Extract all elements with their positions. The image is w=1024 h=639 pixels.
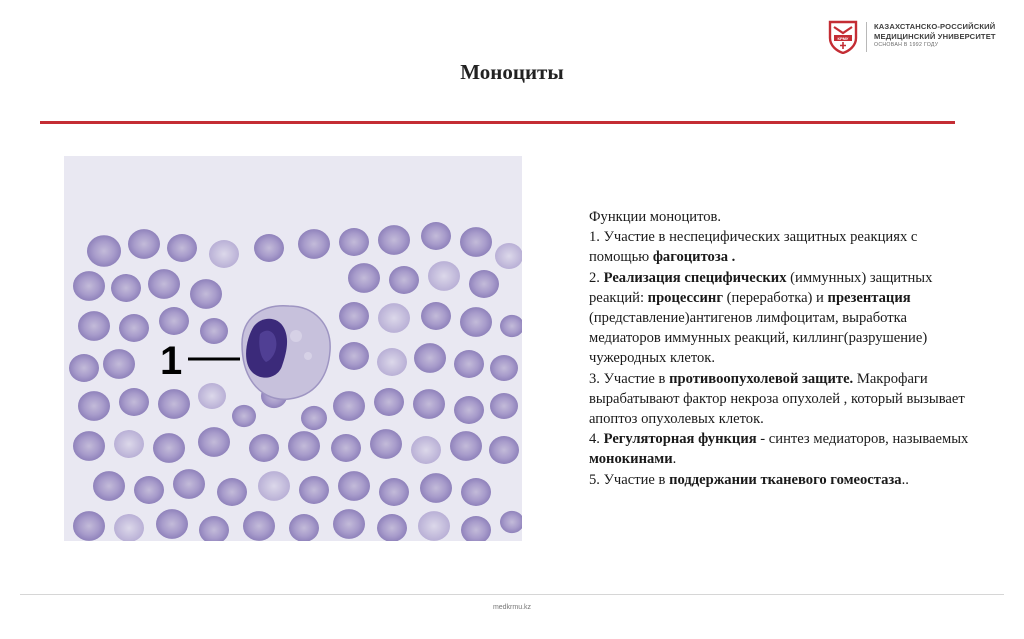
- figure-label: 1: [160, 339, 183, 383]
- red-blood-cell: [460, 227, 492, 257]
- red-blood-cell: [78, 391, 110, 421]
- red-blood-cell: [454, 350, 484, 378]
- logo-separator: [866, 22, 867, 52]
- red-blood-cell: [411, 436, 441, 464]
- red-blood-cell: [119, 388, 149, 416]
- title-divider: [40, 121, 955, 124]
- red-blood-cell: [461, 478, 491, 506]
- function-item-5: 5. Участие в поддержании тканевого гомеостаза..: [589, 471, 909, 488]
- red-blood-cell: [254, 234, 284, 262]
- red-blood-cell: [331, 434, 361, 462]
- red-blood-cell: [377, 348, 407, 376]
- red-blood-cell: [454, 396, 484, 424]
- red-blood-cell: [421, 222, 451, 250]
- red-blood-cell: [348, 263, 380, 293]
- functions-heading: Функции моноцитов.: [589, 209, 722, 225]
- red-blood-cell: [258, 471, 290, 501]
- red-blood-cell: [339, 302, 369, 330]
- monocyte-cell: [242, 306, 330, 400]
- logo-text: [874, 22, 1024, 50]
- red-blood-cell: [114, 430, 144, 458]
- red-blood-cell: [243, 511, 275, 541]
- red-blood-cell: [378, 303, 410, 333]
- red-blood-cell: [148, 269, 180, 299]
- micrograph-image: [64, 156, 522, 541]
- red-blood-cell: [87, 235, 121, 267]
- red-blood-cell: [119, 314, 149, 342]
- red-blood-cell: [78, 311, 110, 341]
- red-blood-cell: [153, 433, 185, 463]
- red-blood-cell: [420, 473, 452, 503]
- footer-site: medkrmu.kz: [492, 604, 532, 611]
- red-blood-cell: [288, 431, 320, 461]
- red-blood-cell: [338, 471, 370, 501]
- red-blood-cell: [413, 389, 445, 419]
- red-blood-cell: [200, 318, 228, 344]
- red-blood-cell: [370, 429, 402, 459]
- founded-year: ОСНОВАН В 1992 ГОДУ: [874, 42, 939, 48]
- red-blood-cell: [114, 514, 144, 541]
- slide-title: Моноциты: [460, 60, 564, 84]
- red-blood-cell: [333, 509, 365, 539]
- red-blood-cell: [490, 355, 518, 381]
- red-blood-cell: [489, 436, 519, 464]
- red-blood-cell: [299, 476, 329, 504]
- university-logo: [828, 18, 1024, 58]
- red-blood-cell: [389, 266, 419, 294]
- red-blood-cell: [158, 389, 190, 419]
- red-blood-cell: [289, 514, 319, 541]
- red-blood-cell: [103, 349, 135, 379]
- red-blood-cell: [298, 229, 330, 259]
- red-blood-cell: [460, 307, 492, 337]
- red-blood-cell: [377, 514, 407, 541]
- red-blood-cell: [73, 511, 105, 541]
- red-blood-cell: [73, 271, 105, 301]
- red-blood-cell: [190, 279, 222, 309]
- red-blood-cell: [159, 307, 189, 335]
- red-blood-cell: [414, 343, 446, 373]
- red-blood-cell: [339, 228, 369, 256]
- university-name-line2: МЕДИЦИНСКИЙ УНИВЕРСИТЕТ: [874, 31, 996, 41]
- red-blood-cell: [379, 478, 409, 506]
- university-name-line1: КАЗАХСТАНСКО-РОССИЙСКИЙ: [874, 22, 996, 31]
- red-blood-cell: [111, 274, 141, 302]
- red-blood-cell: [301, 406, 327, 430]
- red-blood-cell: [128, 229, 160, 259]
- function-item-4: 4. Регуляторная функция - синтез медиаторов, называемых монокинами.: [589, 431, 969, 468]
- red-blood-cell: [73, 431, 105, 461]
- function-item-3: 3. Участие в противоопухолевой защите. Макрофаги вырабатывают фактор некроза опухолей , который вызывает апоптоз опухолевых клеток.: [589, 370, 965, 428]
- function-item-2: 2. Реализация специфических (иммунных) защитных реакций: процессинг (переработка) и презентация (представление)антигенов лимфоцитам, выработка медиаторов иммунных реакций, киллинг(разрушение) чужеродных клеток.: [589, 269, 933, 367]
- red-blood-cell: [490, 393, 518, 419]
- red-blood-cell: [450, 431, 482, 461]
- red-blood-cell: [428, 261, 460, 291]
- logo-badge-text: КРМУ: [837, 36, 849, 41]
- red-blood-cell: [421, 302, 451, 330]
- functions-text: [589, 207, 969, 490]
- shield-logo-icon: [828, 20, 858, 54]
- red-blood-cell: [209, 240, 239, 268]
- red-blood-cell: [339, 342, 369, 370]
- red-blood-cell: [418, 511, 450, 541]
- red-blood-cell: [495, 243, 522, 269]
- red-blood-cell: [198, 383, 226, 409]
- red-blood-cell: [249, 434, 279, 462]
- red-blood-cell: [378, 225, 410, 255]
- red-blood-cell: [374, 388, 404, 416]
- red-blood-cell: [93, 471, 125, 501]
- red-blood-cell: [198, 427, 230, 457]
- red-blood-cell: [134, 476, 164, 504]
- red-blood-cell: [232, 405, 256, 427]
- blood-smear-micrograph: [64, 156, 522, 541]
- red-blood-cell: [167, 234, 197, 262]
- red-blood-cell: [217, 478, 247, 506]
- red-blood-cell: [333, 391, 365, 421]
- red-blood-cell: [469, 270, 499, 298]
- red-blood-cell: [156, 509, 188, 539]
- footer-divider: [20, 594, 1004, 595]
- function-item-1: 1. Участие в неспецифических защитных реакциях с помощью фагоцитоза .: [589, 229, 918, 266]
- red-blood-cell: [173, 469, 205, 499]
- red-blood-cell: [69, 354, 99, 382]
